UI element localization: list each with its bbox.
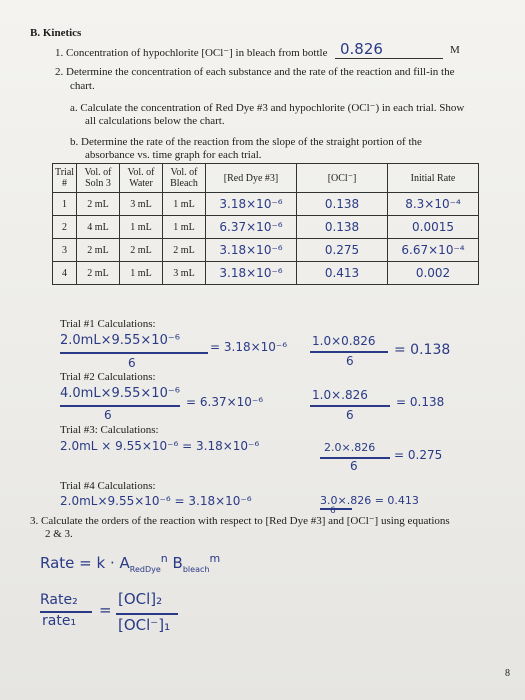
rate-law-b: B xyxy=(172,554,183,572)
table-row xyxy=(53,239,479,262)
cell-red-dye: 3.18×10⁻⁶ xyxy=(206,239,297,262)
trial-2-dye-numerator: 4.0mL×9.55×10⁻⁶ xyxy=(60,386,180,401)
ratio-ocl-numerator: [OCl]₂ xyxy=(118,590,163,608)
trial-2-dye-result: = 6.37×10⁻⁶ xyxy=(186,395,264,409)
rate-law-equation xyxy=(40,552,220,574)
page-number: 8 xyxy=(505,668,510,679)
trial-3-label: Trial #3: Calculations: xyxy=(60,424,159,436)
q1-answer-line xyxy=(335,58,443,59)
cell-red-dye: 3.18×10⁻⁶ xyxy=(206,262,297,285)
trial-3-ocl-result: = 0.275 xyxy=(394,448,443,462)
rate-law-subscript-b: bleach xyxy=(182,565,210,574)
trial-2-dye-fraction-bar xyxy=(60,405,180,407)
question-2b: b. Determine the rate of the reaction from the slope of the straight portion of the xyxy=(70,136,422,148)
table-row xyxy=(53,216,479,239)
trial-3-ocl-denominator: 6 xyxy=(350,459,358,473)
header-red-dye: [Red Dye #3] xyxy=(206,164,297,193)
trial-1-ocl-denominator: 6 xyxy=(346,354,354,368)
trial-2-dye-denominator: 6 xyxy=(104,408,112,422)
kinetics-table xyxy=(52,163,479,285)
trial-2-ocl-denominator: 6 xyxy=(346,408,354,422)
cell-soln3: 2 mL xyxy=(77,262,120,285)
cell-red-dye: 6.37×10⁻⁶ xyxy=(206,216,297,239)
cell-bleach: 2 mL xyxy=(163,239,206,262)
trial-1-ocl-fraction-bar xyxy=(310,351,388,353)
cell-ocl: 0.413 xyxy=(297,262,388,285)
table-row xyxy=(53,193,479,216)
trial-2-label: Trial #2 Calculations: xyxy=(60,371,156,383)
q1-answer: 0.826 xyxy=(340,40,383,58)
trial-2-ocl-numerator: 1.0×.826 xyxy=(312,388,368,402)
trial-2-ocl-fraction-bar xyxy=(310,405,390,407)
ratio-equals: = xyxy=(99,601,112,619)
trial-4-ocl-fraction-bar xyxy=(320,508,352,510)
question-2-cont: chart. xyxy=(70,80,95,92)
cell-rate: 8.3×10⁻⁴ xyxy=(388,193,479,216)
header-soln3: Vol. of Soln 3 xyxy=(77,164,120,193)
ratio-right-fraction-bar xyxy=(116,613,178,615)
cell-rate: 0.0015 xyxy=(388,216,479,239)
trial-1-dye-denominator: 6 xyxy=(128,356,136,370)
trial-4-label: Trial #4 Calculations: xyxy=(60,480,156,492)
cell-ocl: 0.138 xyxy=(297,216,388,239)
cell-soln3: 2 mL xyxy=(77,239,120,262)
cell-ocl: 0.138 xyxy=(297,193,388,216)
cell-bleach: 1 mL xyxy=(163,193,206,216)
question-2a: a. Calculate the concentration of Red Dye #3 and hypochlorite (OCl⁻) in each trial. Show xyxy=(70,102,465,114)
question-2: 2. Determine the concentration of each substance and the rate of the reaction and fill-in the xyxy=(55,66,455,78)
ratio-rate-denominator: rate₁ xyxy=(42,613,77,629)
trial-1-label: Trial #1 Calculations: xyxy=(60,318,156,330)
cell-trial: 4 xyxy=(53,262,77,285)
header-initial-rate: Initial Rate xyxy=(388,164,479,193)
cell-rate: 6.67×10⁻⁴ xyxy=(388,239,479,262)
trial-3-ocl-numerator: 2.0×.826 xyxy=(324,441,376,454)
q1-unit: M xyxy=(450,44,460,56)
header-ocl: [OCl⁻] xyxy=(297,164,388,193)
cell-water: 1 mL xyxy=(120,216,163,239)
cell-trial: 2 xyxy=(53,216,77,239)
ratio-ocl-denominator: [OCl⁻]₁ xyxy=(118,616,171,634)
trial-1-dye-result: = 3.18×10⁻⁶ xyxy=(210,340,288,354)
cell-trial: 1 xyxy=(53,193,77,216)
header-trial: Trial # xyxy=(53,164,77,193)
question-2a-cont: all calculations below the chart. xyxy=(85,115,225,127)
question-1: 1. Concentration of hypochlorite [OCl⁻] in bleach from bottle xyxy=(55,47,328,59)
rate-law-exponent-n: n xyxy=(160,552,168,565)
cell-water: 2 mL xyxy=(120,239,163,262)
trial-4-ocl-calculation: 3.0×.826 = 0.413 xyxy=(320,494,419,507)
cell-bleach: 1 mL xyxy=(163,216,206,239)
rate-law-subscript-a: RedDye xyxy=(129,565,161,574)
cell-rate: 0.002 xyxy=(388,262,479,285)
rate-law-lhs: Rate = k · A xyxy=(40,554,130,572)
trial-1-ocl-numerator: 1.0×0.826 xyxy=(312,334,376,348)
cell-water: 1 mL xyxy=(120,262,163,285)
cell-water: 3 mL xyxy=(120,193,163,216)
trial-4-ocl-denominator: 6 xyxy=(330,506,336,516)
ratio-rate-numerator: Rate₂ xyxy=(40,592,78,608)
cell-red-dye: 3.18×10⁻⁶ xyxy=(206,193,297,216)
table-row xyxy=(53,262,479,285)
header-bleach: Vol. of Bleach xyxy=(163,164,206,193)
section-title: B. Kinetics xyxy=(30,27,82,39)
question-3: 3. Calculate the orders of the reaction with respect to [Red Dye #3] and [OCl⁻] using equations xyxy=(30,515,450,527)
question-3-cont: 2 & 3. xyxy=(45,528,73,540)
trial-4-dye-calculation: 2.0mL×9.55×10⁻⁶ = 3.18×10⁻⁶ xyxy=(60,494,252,508)
cell-ocl: 0.275 xyxy=(297,239,388,262)
question-2b-cont: absorbance vs. time graph for each trial. xyxy=(85,149,262,161)
cell-trial: 3 xyxy=(53,239,77,262)
trial-1-dye-fraction-bar xyxy=(60,352,208,354)
trial-1-dye-numerator: 2.0mL×9.55×10⁻⁶ xyxy=(60,333,180,348)
rate-law-exponent-m: m xyxy=(209,552,221,565)
cell-soln3: 2 mL xyxy=(77,193,120,216)
header-water: Vol. of Water xyxy=(120,164,163,193)
trial-2-ocl-result: = 0.138 xyxy=(396,395,445,409)
cell-soln3: 4 mL xyxy=(77,216,120,239)
table-header-row xyxy=(53,164,479,193)
trial-3-dye-calculation: 2.0mL × 9.55×10⁻⁶ = 3.18×10⁻⁶ xyxy=(60,439,260,453)
trial-1-ocl-result: = 0.138 xyxy=(394,342,451,358)
cell-bleach: 3 mL xyxy=(163,262,206,285)
